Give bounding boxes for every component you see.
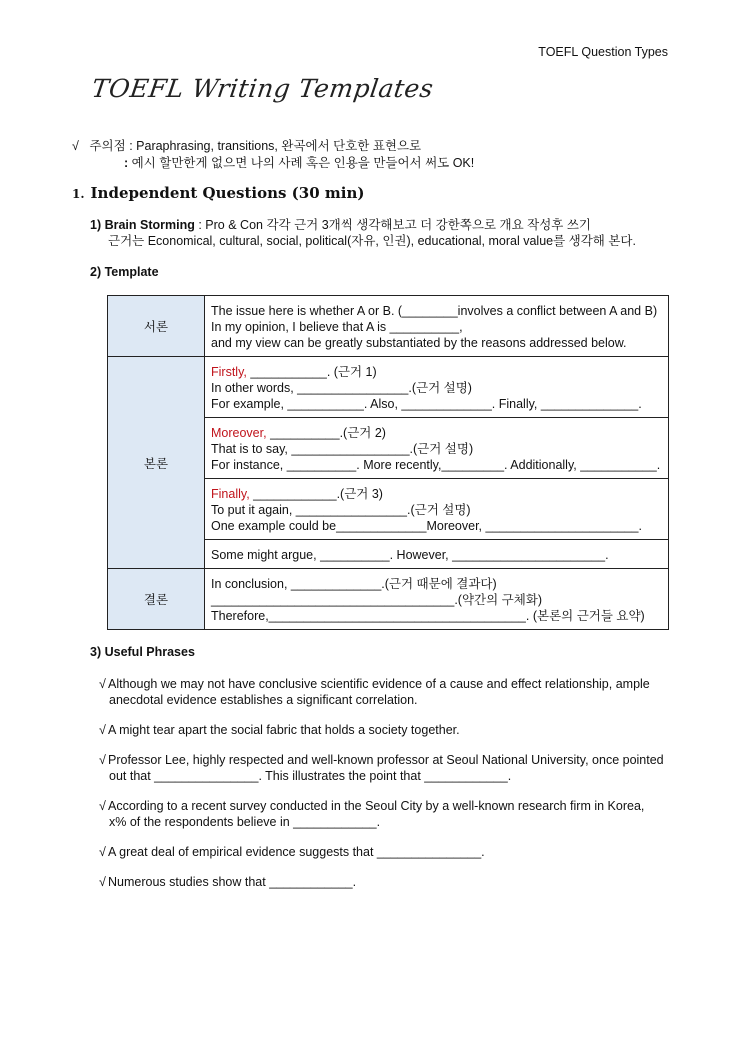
check-icon: √ bbox=[99, 677, 106, 691]
brainstorm-block bbox=[90, 217, 636, 249]
header-doc-type: TOEFL Question Types bbox=[538, 45, 668, 59]
document-title: TOEFL Writing Templates bbox=[89, 74, 436, 103]
phrases-list bbox=[99, 676, 669, 904]
conclusion-line-2: ___________________________________.(약간의 구체화) bbox=[211, 593, 543, 607]
conclusion-cell bbox=[205, 569, 668, 629]
section-title: Independent Questions (30 min) bbox=[90, 184, 365, 202]
reason-1-line-2: In other words, ________________.(근거 설명) bbox=[211, 381, 472, 395]
reason-2-lead-rest: __________.(근거 2) bbox=[266, 426, 386, 440]
body-label: 본론 bbox=[108, 357, 205, 569]
notes-text-1: : Paraphrasing, transitions, 완곡에서 단호한 표현으로 bbox=[129, 139, 422, 153]
body-reason-2 bbox=[205, 418, 668, 479]
phrase-item bbox=[99, 798, 669, 830]
template-table bbox=[107, 295, 669, 630]
phrase-3-line-2: out that _______________. This illustrates the point that ____________. bbox=[109, 769, 512, 783]
section-heading bbox=[72, 184, 364, 202]
check-icon: √ bbox=[72, 139, 79, 153]
template-heading: 2) Template bbox=[90, 265, 159, 279]
phrase-item bbox=[99, 676, 669, 708]
body-reason-1 bbox=[205, 357, 668, 418]
phrase-4-line-2: x% of the respondents believe in ____________. bbox=[109, 815, 381, 829]
reason-1-line-3: For example, ___________. Also, _____________. Finally, ______________. bbox=[211, 397, 642, 411]
conclusion-label: 결론 bbox=[108, 569, 205, 630]
template-row-conclusion bbox=[108, 569, 669, 630]
phrase-5-line-1: A great deal of empirical evidence suggests that _______________. bbox=[108, 845, 485, 859]
notes-line-2 bbox=[72, 155, 474, 172]
template-row-intro bbox=[108, 296, 669, 357]
phrase-1-line-2: anecdotal evidence establishes a significant correlation. bbox=[109, 693, 418, 707]
brainstorm-text-1: : Pro & Con 각각 근거 3개씩 생각해보고 더 강한쪽으로 개요 작성후 쓰기 bbox=[198, 218, 591, 232]
reason-3-line-2: To put it again, ________________.(근거 설명) bbox=[211, 503, 471, 517]
intro-label: 서론 bbox=[108, 296, 205, 357]
reason-3-transition: Finally, bbox=[211, 487, 250, 501]
intro-cell bbox=[205, 296, 668, 356]
notes-label: 주의점 bbox=[89, 139, 126, 153]
conclusion-line-1: In conclusion, _____________.(근거 때문에 결과다) bbox=[211, 577, 497, 591]
phrase-3-line-1: Professor Lee, highly respected and well-known professor at Seoul National University, once pointed bbox=[108, 753, 664, 767]
reason-2-lead bbox=[211, 425, 662, 441]
notes-text-2: 예시 할만한게 없으면 나의 사례 혹은 인용을 만들어서 써도 OK! bbox=[131, 156, 475, 170]
section-number: 1. bbox=[72, 187, 85, 201]
phrases-heading: 3) Useful Phrases bbox=[90, 645, 195, 659]
phrase-item bbox=[99, 874, 669, 890]
brainstorm-label: 1) Brain Storming bbox=[90, 218, 195, 232]
check-icon: √ bbox=[99, 753, 106, 767]
phrase-item bbox=[99, 722, 669, 738]
reason-2-line-3: For instance, __________. More recently,_________. Additionally, ___________. bbox=[211, 458, 661, 472]
check-icon: √ bbox=[99, 875, 106, 889]
intro-content bbox=[205, 296, 669, 357]
notes-block bbox=[72, 138, 474, 172]
phrase-1-line-1: Although we may not have conclusive scientific evidence of a cause and effect relationship, ample bbox=[108, 677, 650, 691]
reason-2-transition: Moreover, bbox=[211, 426, 267, 440]
reason-3-line-3: One example could be_____________Moreover, ______________________. bbox=[211, 519, 642, 533]
reason-2-line-2: That is to say, _________________.(근거 설명) bbox=[211, 442, 474, 456]
brainstorm-text-2: 근거는 Economical, cultural, social, political(자유, 인권), educational, moral value를 생각해 본다. bbox=[108, 234, 636, 248]
reason-1-lead bbox=[211, 364, 662, 380]
phrase-4-line-1: According to a recent survey conducted in the Seoul City by a well-known research firm in Korea, bbox=[108, 799, 645, 813]
body-content bbox=[205, 357, 669, 569]
phrase-6-line-1: Numerous studies show that ____________. bbox=[108, 875, 357, 889]
conclusion-line-3: Therefore,_____________________________________. (본론의 근거들 요약) bbox=[211, 609, 645, 623]
intro-line-3: and my view can be greatly substantiated by the reasons addressed below. bbox=[211, 336, 627, 350]
phrase-2-line-1: A might tear apart the social fabric that holds a society together. bbox=[108, 723, 460, 737]
intro-line-2: In my opinion, I believe that A is __________, bbox=[211, 320, 463, 334]
check-icon: √ bbox=[99, 845, 106, 859]
notes-colon: : bbox=[124, 156, 129, 170]
intro-line-1: The issue here is whether A or B. (________involves a conflict between A and B) bbox=[211, 304, 658, 318]
conclusion-content bbox=[205, 569, 669, 630]
phrase-item bbox=[99, 844, 669, 860]
body-reason-3 bbox=[205, 479, 668, 540]
notes-line-1 bbox=[72, 138, 474, 155]
check-icon: √ bbox=[99, 799, 106, 813]
phrase-item bbox=[99, 752, 669, 784]
reason-1-lead-rest: ___________. (근거 1) bbox=[246, 365, 377, 379]
counter-line: Some might argue, __________. However, ______________________. bbox=[211, 548, 609, 562]
body-counter bbox=[205, 540, 668, 568]
reason-1-transition: Firstly, bbox=[211, 365, 247, 379]
template-row-body bbox=[108, 357, 669, 569]
brainstorm-line-1 bbox=[90, 217, 636, 233]
reason-3-lead bbox=[211, 486, 662, 502]
check-icon: √ bbox=[99, 723, 106, 737]
reason-3-lead-rest: ____________.(근거 3) bbox=[249, 487, 383, 501]
